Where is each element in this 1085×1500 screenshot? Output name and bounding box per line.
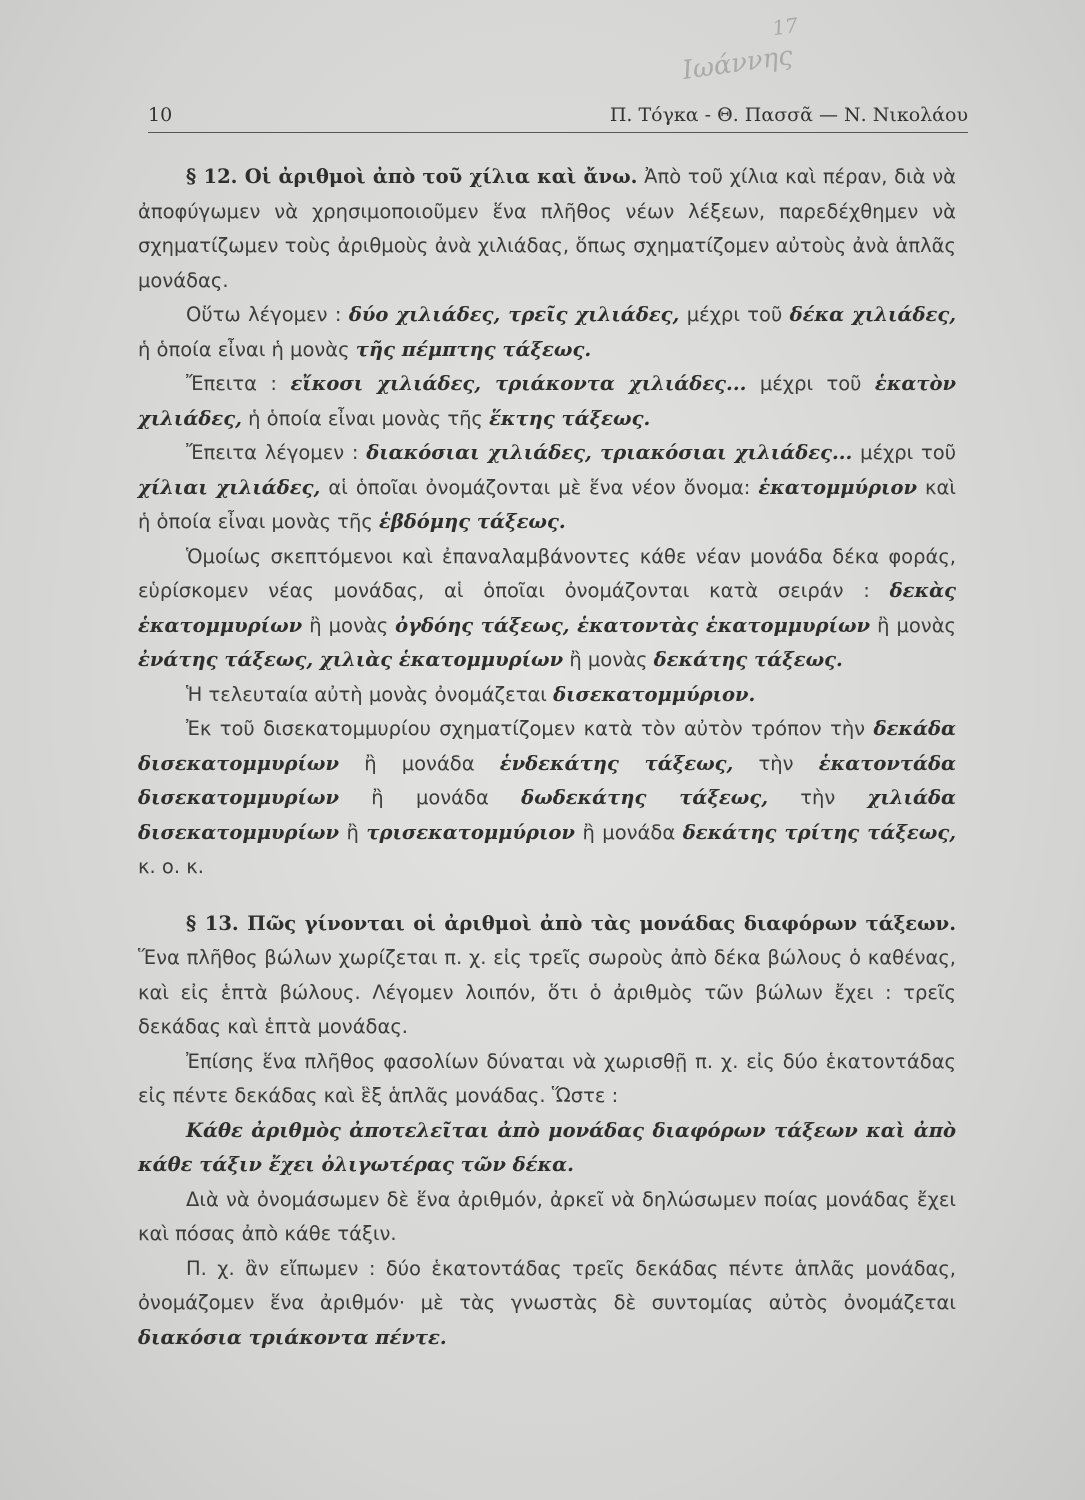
emphasis: τρισεκατομμύριον [366, 820, 575, 844]
emphasis: δωδεκάτης τάξεως, [521, 786, 768, 809]
emphasis: δύο χιλιάδες, τρεῖς χιλιάδες, [348, 303, 680, 326]
text: τὴν [800, 786, 836, 809]
section-12-paragraph-1 [138, 160, 956, 298]
handwritten-annotation [676, 10, 804, 86]
text: τὴν [758, 751, 794, 775]
text: Ἔπειτα λέγομεν : [186, 441, 359, 464]
emphasis: δεκὰς ἑκατομμυρίων [138, 579, 957, 637]
page-number: 10 [148, 104, 173, 126]
text: ἢ μονὰς [309, 613, 389, 637]
emphasis: δεκάτης τρίτης τάξεως, [682, 820, 957, 844]
handwritten-name: Ιωάννης [680, 40, 795, 87]
text: ἡ ὁποία εἶναι ἡ μονὰς [138, 337, 350, 361]
emphasis: ἑβδόμης τάξεως. [378, 510, 566, 533]
emphasis: ἕκτης τάξεως. [489, 406, 651, 430]
text: ἢ μονάδα [371, 786, 489, 809]
text: ἡ ὁποία εἶναι μονὰς τῆς [248, 406, 483, 430]
emphasis: τῆς πέμπτης τάξεως. [355, 337, 592, 361]
section-12-paragraph-6 [138, 678, 956, 713]
section-13-paragraph-1 [138, 907, 956, 1045]
section-13-paragraph-2 [138, 1045, 956, 1114]
section-12-paragraph-3 [138, 367, 956, 436]
emphasis: διακόσιαι χιλιάδες, τριακόσιαι χιλιάδες... [366, 441, 853, 464]
text: Ἔπειτα : [186, 372, 277, 395]
section-12-paragraph-7 [138, 712, 956, 885]
text: ἢ μονὰς [569, 648, 648, 671]
text: Ἡ τελευταία αὐτὴ μονὰς ὀνομάζεται [186, 682, 547, 706]
section-13-rule [138, 1114, 956, 1183]
emphasis: χίλιαι χιλιάδες, [138, 475, 321, 499]
section-13-paragraph-4 [138, 1252, 956, 1356]
text: μέχρι τοῦ [860, 441, 956, 464]
text: ἢ [346, 820, 359, 844]
emphasis: εἴκοσι χιλιάδες, τριάκοντα χιλιάδες... [290, 372, 747, 395]
emphasis: ἑκατοντάδα δισεκατομμυρίων [138, 751, 957, 809]
text: ἢ μονάδα [582, 820, 676, 844]
section-13-heading: § 13. Πῶς γίνονται οἱ ἀριθμοὶ ἀπὸ τὰς μονάδας διαφόρων τάξεων. [186, 911, 956, 935]
text: αἱ ὁποῖαι ὀνομάζονται μὲ ἕνα νέον ὄνομα: [328, 475, 751, 499]
section-12-heading: § 12. Οἱ ἀριθμοὶ ἀπὸ τοῦ χίλια καὶ ἄνω. [186, 165, 638, 188]
text: Ἕνα πλῆθος βώλων χωρίζεται π. χ. εἰς τρεῖς σωροὺς ἀπὸ δέκα βώλους ὁ καθένας, καὶ εἰς ἑπτὰ βώλους. Λέγομεν λοιπόν, ὅτι ὁ ἀριθμὸς τῶν βώλων ἔχει : τρεῖς δεκάδας καὶ ἑπτὰ μονάδας. [138, 946, 956, 1038]
text: μέχρι τοῦ [759, 372, 862, 395]
text: Ὁμοίως σκεπτόμενοι καὶ ἐπαναλαμβάνοντες κάθε νέαν μονάδα δέκα φοράς, εὑρίσκομεν νέας μονάδας, αἱ ὁποῖαι ὀνομάζονται κατὰ σειράν : [138, 544, 956, 602]
text: Π. χ. ἂν εἴπωμεν : δύο ἑκατοντάδας τρεῖς δεκάδας πέντε ἁπλᾶς μονάδας, ὀνομάζομεν ἕνα ἀριθμόν· μὲ τὰς γνωστὰς δὲ συντομίας αὐτὸς ὀνομάζεται [138, 1256, 956, 1314]
section-12-paragraph-2 [138, 298, 956, 367]
running-header [148, 102, 968, 133]
emphasis: ἑνδεκάτης τάξεως, [499, 751, 734, 775]
text: καὶ ἡ ὁποία εἶναι μονὰς τῆς [138, 475, 956, 533]
section-12-paragraph-4 [138, 436, 956, 540]
text: ἢ μονὰς [877, 613, 956, 637]
text: Ἐπίσης ἕνα πλῆθος φασολίων δύναται νὰ χωρισθῇ π. χ. εἰς δύο ἑκατοντάδας εἰς πέντε δεκάδας καὶ ἓξ ἁπλᾶς μονάδας. Ὥστε : [138, 1049, 956, 1107]
emphasis: δισεκατομμύριον. [553, 682, 756, 706]
emphasis: ἑκατὸν χιλιάδες, [138, 372, 957, 430]
emphasis: διακόσια τριάκοντα πέντε. [138, 1325, 447, 1349]
section-13-paragraph-3 [138, 1183, 956, 1252]
emphasis: ἐνάτης τάξεως, χιλιὰς ἑκατομμυρίων [138, 648, 564, 671]
text: Οὕτω λέγομεν : [186, 303, 342, 326]
emphasis: δεκάδα δισεκατομμυρίων [138, 717, 956, 775]
text: Ἐκ τοῦ δισεκατομμυρίου σχηματίζομεν κατὰ τὸν αὐτὸν τρόπον τὴν [186, 717, 866, 740]
section-12-paragraph-5 [138, 540, 956, 678]
text: κ. ο. κ. [138, 855, 204, 878]
emphasis: δεκάτης τάξεως. [653, 648, 843, 671]
text: Διὰ νὰ ὀνομάσωμεν δὲ ἕνα ἀριθμόν, ἀρκεῖ νὰ δηλώσωμεν ποίας μονάδας ἔχει καὶ πόσας ἀπὸ κάθε τάξιν. [138, 1187, 956, 1245]
rule-statement: Κάθε ἀριθμὸς ἀποτελεῖται ἀπὸ μονάδας διαφόρων τάξεων καὶ ἀπὸ κάθε τάξιν ἔχει ὀλιγωτέρας τῶν δέκα. [138, 1118, 956, 1176]
running-header-authors: Π. Τόγκα - Θ. Πασσᾶ — Ν. Νικολάου [609, 104, 968, 126]
emphasis: ὀγδόης τάξεως, ἑκατοντὰς ἑκατομμυρίων [395, 613, 871, 637]
emphasis: ἑκατομμύριον [758, 475, 918, 499]
emphasis: δέκα χιλιάδες, [789, 303, 957, 326]
emphasis: χιλιάδα δισεκατομμυρίων [138, 786, 956, 844]
text: Ἀπὸ τοῦ χίλια καὶ πέραν, διὰ νὰ ἀποφύγωμεν νὰ χρησιμοποιοῦμεν ἕνα πλῆθος νέων λέξεων, παρεδέχθημεν νὰ σχηματίζωμεν τοὺς ἀριθμοὺς ἀνὰ χιλιάδας, ὅπως σχηματίζομεν αὐτοὺς ἀνὰ ἁπλᾶς μονάδας. [138, 165, 956, 292]
text: μέχρι τοῦ [686, 303, 783, 326]
handwritten-number: 17 [770, 12, 800, 41]
text: ἢ μονάδα [364, 751, 475, 775]
page-body [138, 160, 956, 1355]
